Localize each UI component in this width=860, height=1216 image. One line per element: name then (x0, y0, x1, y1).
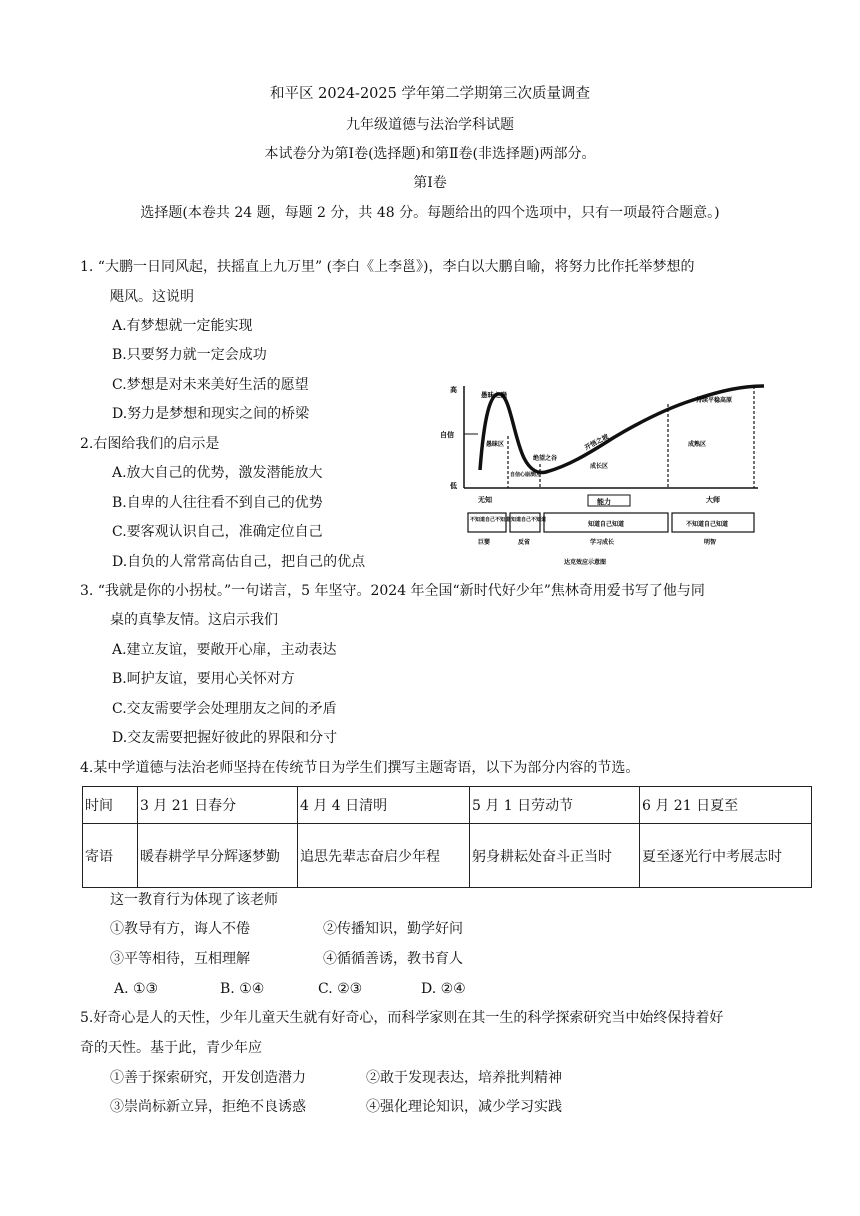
q2-option-a: A.放大自己的优势，激发潜能放大 (112, 465, 323, 481)
q5-statement-1: ①善于探索研究，开发创造潜力 (110, 1070, 306, 1086)
stage-name-4: 明智 (704, 539, 717, 546)
q4-statement-3: ③平等相待，互相理解 (110, 951, 250, 967)
x-label-ability: 能力 (597, 498, 611, 506)
stage-box-1-text: 不知道自己不知道 (470, 517, 511, 523)
q1-option-d: D.努力是梦想和现实之间的桥梁 (112, 406, 310, 422)
q2-option-b: B.自卑的人往往看不到自己的优势 (112, 495, 323, 511)
stage-box-2-text: 知道自己不知道 (511, 517, 547, 523)
q2-option-c: C.要客观认识自己，准确定位自己 (112, 524, 323, 540)
stage-name-1: 巨婴 (478, 539, 491, 546)
q2-stem: 2.右图给我们的启示是 (80, 436, 220, 452)
zone-valley-label: 绝望之谷 (533, 455, 558, 462)
table-row (83, 824, 812, 888)
exam-subtitle: 九年级道德与法治学科试题 (346, 117, 514, 133)
q3-option-b: B.呵护友谊，要用心关怀对方 (112, 671, 295, 687)
y-label-confidence: 自信 (440, 431, 454, 439)
q4-stem: 4.某中学道德与法治老师坚持在传统节日为学生们撰写主题寄语，以下为部分内容的节选。 (80, 760, 640, 776)
exam-intro: 本试卷分为第Ⅰ卷(选择题)和第Ⅱ卷(非选择题)两部分。 (264, 146, 596, 162)
q4-choice-d: D. ②④ (421, 981, 466, 997)
q5-statement-4: ④强化理论知识，减少学习实践 (366, 1099, 562, 1115)
q4-statement-2: ②传播知识，勤学好问 (323, 921, 463, 937)
slope-label: 开悟之坡 (583, 432, 610, 452)
q3-option-a: A.建立友谊，要敞开心扉，主动表达 (112, 642, 337, 658)
dunning-kruger-figure (438, 378, 778, 570)
figure-caption: 达克效应示意图 (564, 559, 607, 566)
q3-stem-line1: 3. “我就是你的小拐杖。”一句诺言，5 年坚守。2024 年全国“新时代好少年”焦林奇用爱书写了他与同 (80, 583, 705, 599)
zone-mature-label: 成熟区 (688, 441, 707, 448)
q4-statement-1: ①教导有方，诲人不倦 (110, 921, 250, 937)
section-instructions: 选择题(本卷共 24 题，每题 2 分，共 48 分。每题给出的四个选项中，只有一项最符合题意。) (140, 205, 720, 221)
q5-statement-3: ③崇尚标新立异，拒绝不良诱惑 (110, 1099, 306, 1115)
q5-stem-line2: 奇的天性。基于此，青少年应 (80, 1040, 262, 1056)
stage-name-3: 学习成长 (590, 539, 615, 546)
zone-growth-label: 成长区 (590, 463, 609, 470)
zone-plateau-label: 持续平稳高原 (696, 397, 733, 404)
stage-box-3-text: 知道自己知道 (588, 521, 625, 528)
table-cell: 时间 (83, 787, 138, 824)
table-cell: 追思先辈志奋启少年程 (298, 824, 470, 888)
y-label-high: 高 (450, 386, 457, 394)
q4-choice-c: C. ②③ (318, 981, 363, 997)
zone-collapse-label: 自信心崩溃区 (510, 472, 541, 478)
stage-name-2: 反省 (518, 539, 531, 546)
q3-stem-line2: 桌的真挚友情。这启示我们 (110, 612, 278, 628)
q3-option-c: C.交友需要学会处理朋友之间的矛盾 (112, 701, 337, 717)
q1-stem-line2: 飓风。这说明 (110, 289, 194, 305)
q1-option-b: B.只要努力就一定会成功 (112, 347, 267, 363)
zone-peak-label: 愚昧之巅 (481, 391, 507, 399)
table-cell: 5 月 1 日劳动节 (470, 787, 640, 824)
q4-statement-4: ④循循善诱，教书育人 (323, 951, 463, 967)
table-cell: 寄语 (83, 824, 138, 888)
table-cell: 6 月 21 日夏至 (640, 787, 812, 824)
q1-option-c: C.梦想是对未来美好生活的愿望 (112, 377, 309, 393)
q4-choice-a: A. ①③ (114, 981, 159, 997)
exam-title: 和平区 2024-2025 学年第二学期第三次质量调查 (270, 86, 590, 102)
table-cell: 躬身耕耘处奋斗正当时 (470, 824, 640, 888)
q1-stem-line1: 1. “大鹏一日同风起，扶摇直上九万里” (李白《上李邕》)，李白以大鹏自喻，将努力比作托举梦想的 (80, 259, 695, 275)
x-label-master: 大师 (706, 496, 720, 504)
table-row (83, 787, 812, 824)
q3-option-d: D.交友需要把握好彼此的界限和分寸 (112, 730, 338, 746)
q1-option-a: A.有梦想就一定能实现 (112, 318, 253, 334)
q5-statement-2: ②敢于发现表达，培养批判精神 (366, 1070, 562, 1086)
blessing-table (82, 786, 812, 888)
q4-choice-b: B. ①④ (220, 981, 265, 997)
q5-stem-line1: 5.好奇心是人的天性，少年儿童天生就有好奇心，而科学家则在其一生的科学探索研究当中始终保持着好 (80, 1010, 724, 1026)
table-cell: 4 月 4 日清明 (298, 787, 470, 824)
x-label-ignorance: 无知 (478, 496, 492, 504)
zone-ignorance-label: 愚昧区 (486, 441, 505, 448)
q4-follow: 这一教育行为体现了该老师 (110, 892, 278, 908)
part-heading: 第Ⅰ卷 (413, 175, 447, 191)
table-cell: 3 月 21 日春分 (138, 787, 298, 824)
y-label-low: 低 (450, 482, 457, 490)
stage-box-4-text: 不知道自己知道 (686, 521, 729, 528)
table-cell: 夏至逐光行中考展志时 (640, 824, 812, 888)
table-cell: 暖春耕学早分辉逐梦勤 (138, 824, 298, 888)
q2-option-d: D.自负的人常常高估自己，把自己的优点 (112, 554, 366, 570)
